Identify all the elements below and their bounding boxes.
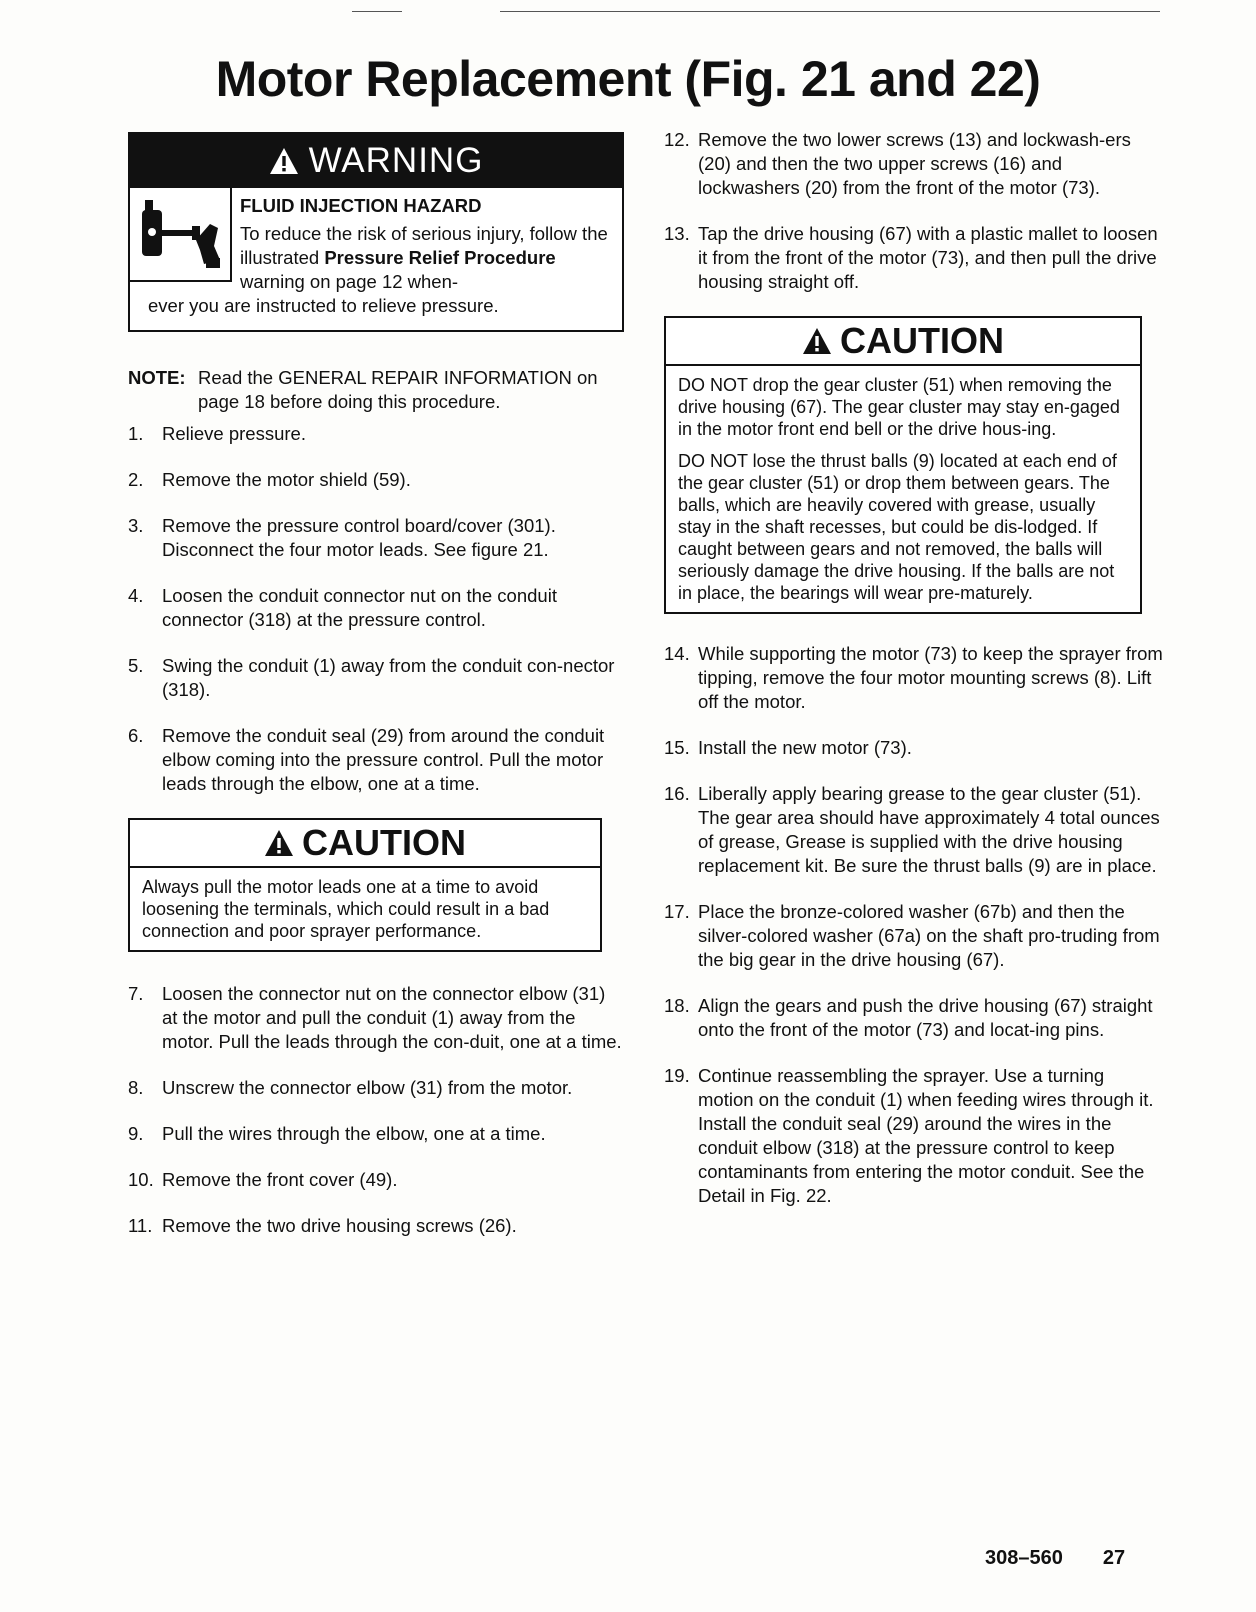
step-item: 11. Remove the two drive housing screws (26). <box>128 1215 517 1236</box>
caution-paragraph-2: DO NOT lose the thrust balls (9) located at each end of the gear cluster (51) or drop them between gears. The balls, which are heavily covered with grease, usually stay in the shaft recesses, but could be dis-lodged. If caught between gears and not removed, the balls will seriously damage the drive housing. If the balls are not in place, the bearings will wear pre-maturely. <box>678 451 1117 603</box>
step-item: 10. Remove the front cover (49). <box>128 1169 398 1190</box>
page-footer <box>985 1547 1125 1570</box>
step-item: 4. Loosen the conduit connector nut on the conduit connector (318) at the pressure control. <box>128 585 557 630</box>
step-item: 14. While supporting the motor (73) to keep the sprayer from tipping, remove the four motor mounting screws (8). Lift off the motor. <box>664 643 1163 712</box>
header-rule <box>500 11 1160 12</box>
warning-tail: ever you are instructed to relieve pressure. <box>148 295 499 316</box>
warning-banner <box>130 134 622 188</box>
caution-box-right <box>664 316 1142 614</box>
caution-heading: CAUTION <box>666 318 1140 366</box>
caution-triangle-icon <box>264 829 294 857</box>
caution-box-left <box>128 818 602 952</box>
caution-text <box>666 366 1140 612</box>
doc-number: 308–560 <box>985 1547 1063 1569</box>
step-item: 1. Relieve pressure. <box>128 423 306 444</box>
step-item: 12. Remove the two lower screws (13) and lockwash-ers (20) and then the two upper screws (16) and lockwashers (20) from the front of the motor (73). <box>664 129 1131 198</box>
warning-heading: FLUID INJECTION HAZARD <box>240 195 482 216</box>
injection-hazard-icon <box>130 188 232 282</box>
note <box>128 366 624 414</box>
step-item: 15. Install the new motor (73). <box>664 737 912 758</box>
step-item: 3. Remove the pressure control board/cover (301). Disconnect the four motor leads. See figure 21. <box>128 515 556 560</box>
step-item: 6. Remove the conduit seal (29) from around the conduit elbow coming into the pressure control. Pull the motor leads through the elbow, one at a time. <box>128 725 605 794</box>
steps-list-3 <box>664 128 1164 294</box>
note-text: Read the GENERAL REPAIR INFORMATION on page 18 before doing this procedure. <box>198 367 598 412</box>
warning-body: To reduce the risk of serious injury, follow the illustrated <box>240 223 608 268</box>
step-item: 19. Continue reassembling the sprayer. Use a turning motion on the conduit (1) when feeding wires through it. Install the conduit seal (29) around the wires in the conduit elbow (318) at the pressure control to keep contaminants from entering the motor conduit. See the Detail in Fig. 22. <box>664 1065 1154 1206</box>
caution-text: Always pull the motor leads one at a time to avoid loosening the terminals, which could result in a bad connection and poor sprayer performance. <box>142 877 550 941</box>
warning-body-cont: warning on page 12 when- <box>240 271 459 292</box>
step-item: 5. Swing the conduit (1) away from the conduit con-nector (318). <box>128 655 615 700</box>
warning-box <box>128 132 624 332</box>
page-title: Motor Replacement (Fig. 21 and 22) <box>215 51 1041 107</box>
header-rule-short <box>352 11 402 12</box>
steps-list-1 <box>128 422 624 796</box>
page-number: 27 <box>1102 1547 1126 1569</box>
step-item: 17. Place the bronze-colored washer (67b) and then the silver-colored washer (67a) on the shaft pro-truding from the big gear in the drive housing (67). <box>664 901 1160 970</box>
steps-list-2 <box>128 982 624 1238</box>
steps-list-4 <box>664 642 1164 1208</box>
step-item: 16. Liberally apply bearing grease to the gear cluster (51). The gear area should have approximately 4 total ounces of grease, Grease is supplied with the drive housing replacement kit. Be sure the thrust balls (9) are in place. <box>664 783 1160 876</box>
warning-triangle-icon <box>269 146 299 176</box>
warning-banner-label: WARNING <box>308 141 484 180</box>
step-item: 9. Pull the wires through the elbow, one at a time. <box>128 1123 546 1144</box>
note-label: NOTE: <box>128 367 186 388</box>
caution-paragraph-1: DO NOT drop the gear cluster (51) when removing the drive housing (67). The gear cluster may stay en-gaged in the motor front end bell or the drive hous-ing. <box>678 375 1120 439</box>
right-column <box>664 128 1164 1230</box>
warning-text <box>240 194 614 294</box>
caution-heading: CAUTION <box>130 820 600 868</box>
step-item: 7. Loosen the connector nut on the connector elbow (31) at the motor and pull the conduit (1) away from the motor. Pull the leads through the con-duit, one at a time. <box>128 983 622 1052</box>
left-column <box>128 132 624 1260</box>
step-item: 2. Remove the motor shield (59). <box>128 469 411 490</box>
step-item: 8. Unscrew the connector elbow (31) from the motor. <box>128 1077 573 1098</box>
pressure-relief-reference: Pressure Relief Procedure <box>324 247 556 268</box>
step-item: 18. Align the gears and push the drive housing (67) straight onto the front of the motor (73) and locat-ing pins. <box>664 995 1153 1040</box>
caution-triangle-icon <box>802 327 832 355</box>
step-item: 13. Tap the drive housing (67) with a plastic mallet to loosen it from the front of the motor (73), and then pull the drive housing straight off. <box>664 223 1158 292</box>
